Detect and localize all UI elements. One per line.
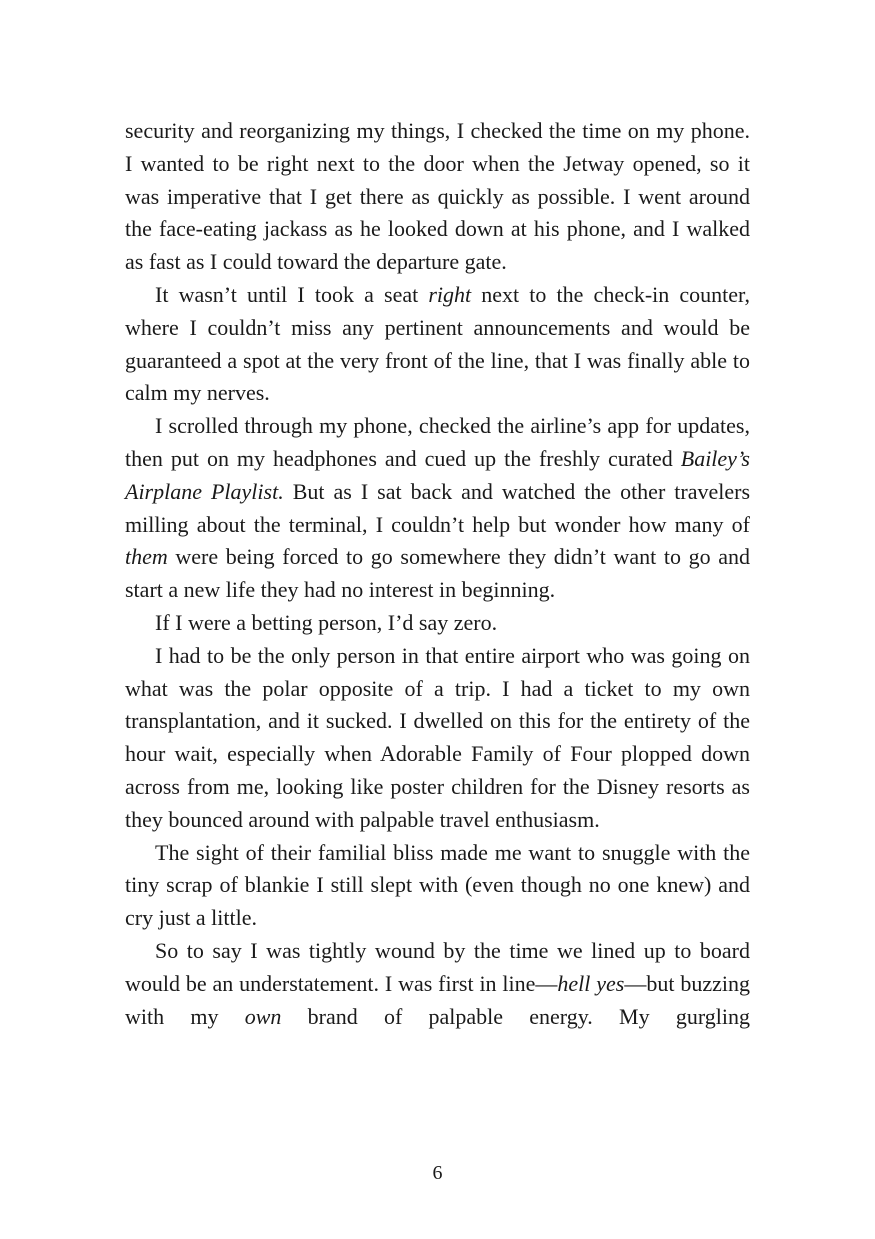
paragraph-5-text: I had to be the only person in that entire airport who was going on what was the polar opposite of a trip. I had a ticket to my own transplantation, and it sucked. I dwelled on this for the entirety of the hour wait, especially when Adorable Family of Four plopped down across from me, looking like poster children for the Disney resorts as they bounced around with palpable travel enthusiasm.: [125, 642, 750, 832]
paragraph-6-text: The sight of their familial bliss made me want to snuggle with the tiny scrap of blankie I still slept with (even though no one knew) and cry just a little.: [125, 839, 750, 931]
paragraph-7: [125, 935, 750, 1033]
paragraph-7-after: brand of palpable energy. My gurgling: [281, 1003, 750, 1029]
page-number: 6: [432, 1162, 443, 1184]
paragraph-3-middle: But as I sat back and watched the other travelers milling about the terminal, I couldn’t help but wonder how many of: [125, 478, 751, 537]
emphasis-playlist-title: Bailey’s Airplane Playlist.: [125, 445, 750, 504]
paragraph-6: [125, 837, 750, 935]
paragraph-4-text: If I were a betting person, I’d say zero.: [155, 609, 498, 635]
paragraph-5: [125, 640, 750, 837]
emphasis-hell-yes: hell yes: [557, 970, 625, 996]
paragraph-1: [125, 115, 750, 279]
paragraph-7-middle: —but buzzing with my: [125, 970, 750, 1029]
paragraph-3: [125, 410, 750, 607]
paragraph-2: [125, 279, 750, 410]
body-text: [125, 115, 750, 1033]
paragraph-3-before: I scrolled through my phone, checked the airline’s app for updates, then put on my headphones and cued up the freshly curated: [125, 413, 750, 471]
emphasis-right: right: [428, 281, 472, 307]
paragraph-2-after: next to the check-in counter, where I couldn’t miss any pertinent announcements and would be guaranteed a spot at the very front of the line, that I was finally able to calm my nerves.: [125, 281, 750, 406]
emphasis-them: them: [125, 544, 168, 570]
paragraph-1-text: security and reorganizing my things, I checked the time on my phone. I wanted to be right next to the door when the Jetway opened, so it was imperative that I get there as quickly as possible. I went around the face-eating jackass as he looked down at his phone, and I walked as fast as I could toward the departure gate.: [125, 118, 750, 275]
paragraph-7-before: So to say I was tightly wound by the time we lined up to board would be an understatement. I was first in line—: [125, 937, 750, 996]
paragraph-4: [125, 607, 750, 640]
emphasis-own: own: [244, 1003, 282, 1029]
paragraph-2-before: It wasn’t until I took a seat: [155, 281, 429, 307]
paragraph-3-after: were being forced to go somewhere they didn’t want to go and start a new life they had no interest in beginning.: [125, 544, 750, 603]
